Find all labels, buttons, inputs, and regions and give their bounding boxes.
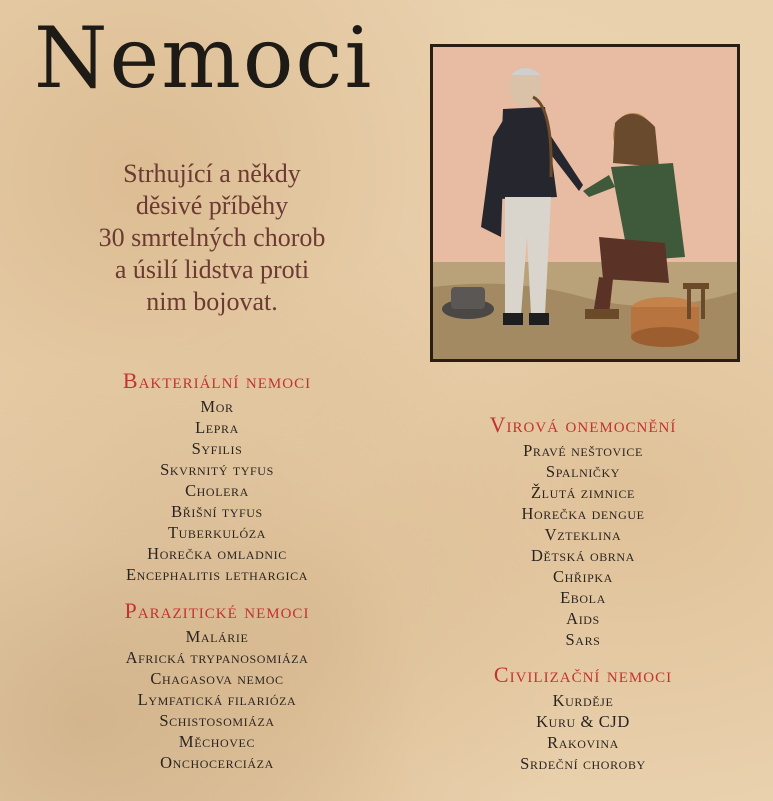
subtitle-line: Strhující a někdy bbox=[123, 159, 301, 188]
disease-item: Dětská obrna bbox=[531, 546, 635, 565]
disease-item: Lepra bbox=[195, 418, 239, 437]
disease-item: Srdeční choroby bbox=[520, 754, 646, 773]
disease-item: Chřipka bbox=[553, 567, 613, 586]
section-title: Parazitické nemoci bbox=[124, 598, 310, 623]
disease-item: Ebola bbox=[560, 588, 606, 607]
doctor-patient-illustration bbox=[433, 47, 737, 359]
disease-item: Skvrnitý tyfus bbox=[160, 460, 274, 479]
disease-item: Malárie bbox=[185, 627, 249, 646]
subtitle-line: 30 smrtelných chorob bbox=[98, 223, 326, 252]
subtitle-line: děsivé příběhy bbox=[135, 191, 289, 220]
section-civilizational-diseases bbox=[408, 662, 758, 774]
disease-item: Chagasova nemoc bbox=[150, 669, 284, 688]
disease-item: Africká trypanosomiáza bbox=[125, 648, 309, 667]
disease-item: Měchovec bbox=[178, 732, 256, 751]
disease-item: Horečka omladnic bbox=[147, 544, 287, 563]
disease-item: Rakovina bbox=[547, 733, 619, 752]
section-viral-diseases bbox=[408, 412, 758, 650]
disease-item: Kuru & CJD bbox=[536, 712, 630, 731]
disease-item: Pravé neštovice bbox=[523, 441, 643, 460]
page-title: Nemoci bbox=[34, 9, 374, 107]
section-title: Bakteriální nemoci bbox=[122, 368, 312, 393]
disease-item: Tuberkulóza bbox=[167, 523, 266, 542]
disease-item: Syfilis bbox=[191, 439, 243, 458]
disease-item: Kurděje bbox=[552, 691, 614, 710]
disease-item: Žlutá zimnice bbox=[531, 483, 635, 502]
disease-item: Lymfatická filarióza bbox=[137, 690, 297, 709]
disease-item: Spalničky bbox=[545, 462, 621, 481]
disease-item: Aids bbox=[566, 609, 600, 628]
disease-item: Onchocerciáza bbox=[160, 753, 274, 772]
subtitle-line: a úsilí lidstva proti bbox=[114, 255, 310, 284]
section-title: Virová onemocnění bbox=[489, 412, 677, 437]
disease-item: Břišní tyfus bbox=[171, 502, 263, 521]
disease-item: Horečka dengue bbox=[521, 504, 645, 523]
section-parasitic-diseases bbox=[42, 598, 392, 773]
section-title: Civilizační nemoci bbox=[493, 662, 673, 687]
disease-item: Sars bbox=[565, 630, 601, 649]
caricature-illustration bbox=[430, 44, 740, 362]
disease-item: Cholera bbox=[185, 481, 249, 500]
disease-item: Mor bbox=[200, 397, 234, 416]
subtitle bbox=[40, 158, 384, 318]
disease-item: Vzteklina bbox=[544, 525, 622, 544]
subtitle-line: nim bojovat. bbox=[146, 287, 278, 316]
disease-item: Encephalitis lethargica bbox=[126, 565, 308, 584]
disease-item: Schistosomiáza bbox=[159, 711, 275, 730]
section-bacterial-diseases bbox=[42, 368, 392, 585]
